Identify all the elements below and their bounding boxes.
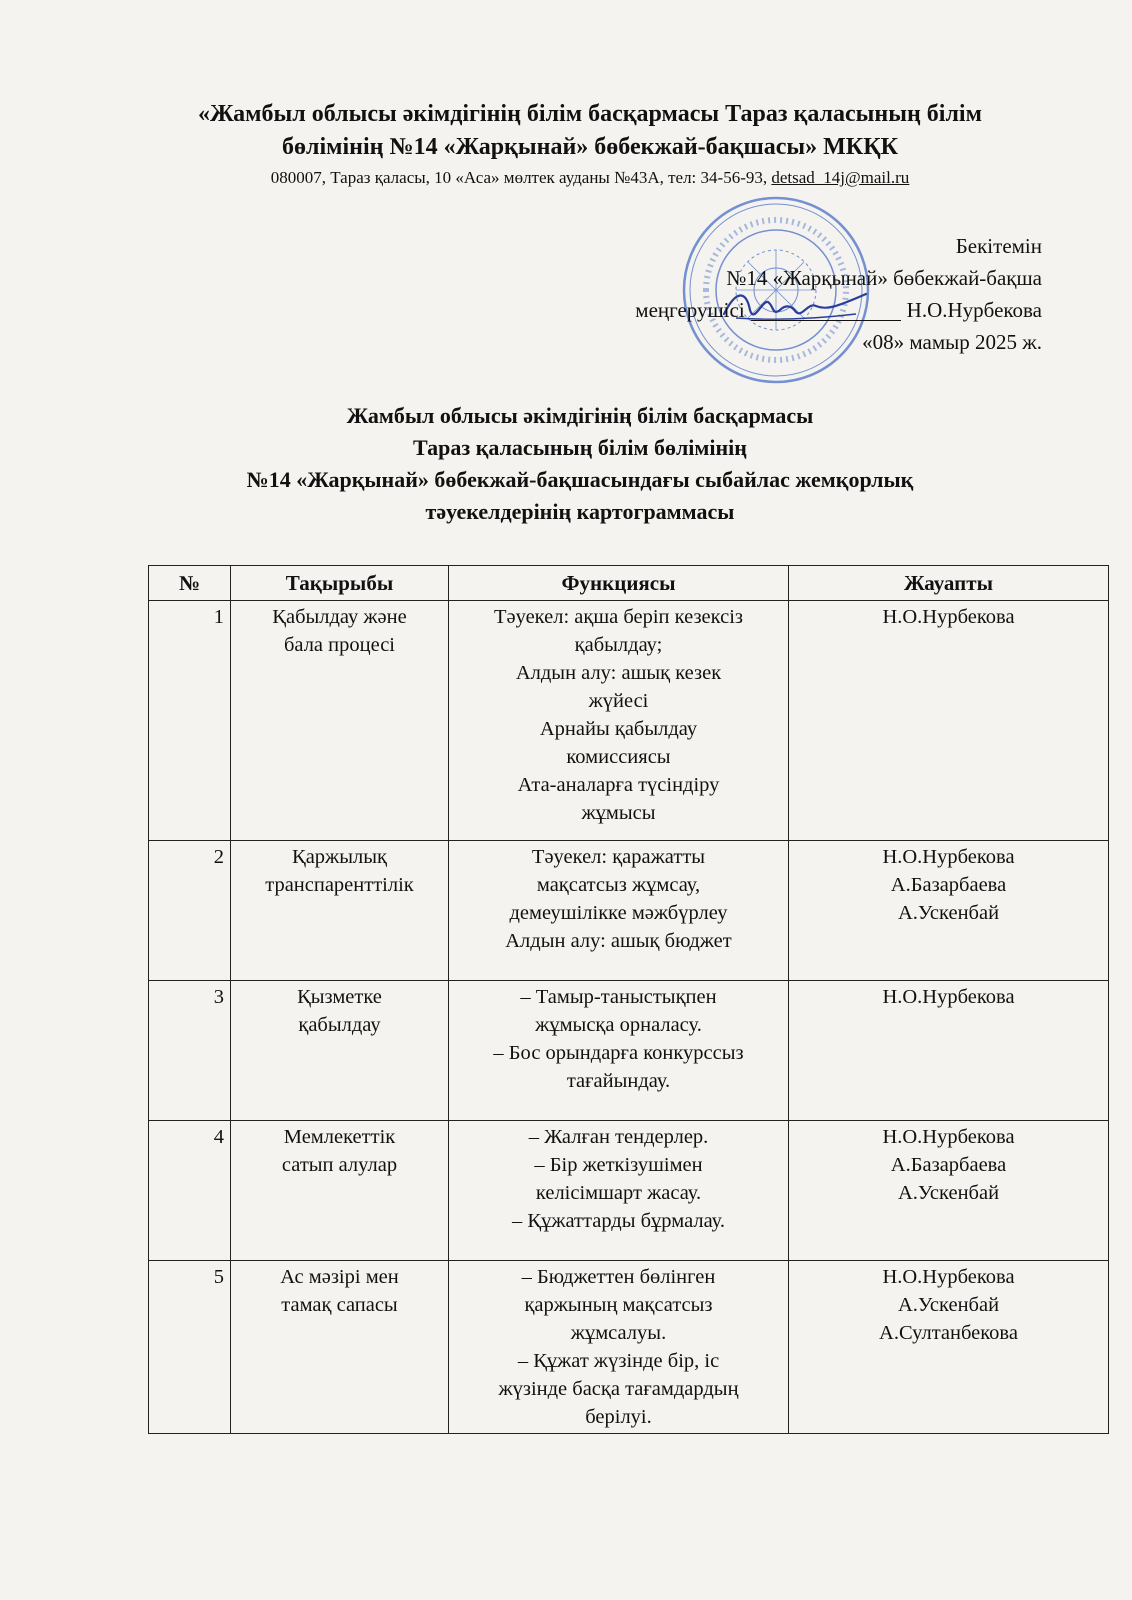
row-topic-line: Қабылдау және bbox=[272, 606, 407, 628]
row-function-line: комиссиясы bbox=[566, 746, 671, 768]
table-row bbox=[149, 601, 1109, 841]
row-function bbox=[449, 841, 789, 981]
row-function-line: жұмысы bbox=[581, 802, 656, 824]
title-line3: №14 «Жарқынай» бөбекжай-бақшасындағы сыбайлас жемқорлық bbox=[246, 467, 914, 492]
row-topic-line: транспаренттілік bbox=[265, 874, 414, 896]
row-topic bbox=[231, 601, 449, 841]
row-function-line: жүзінде басқа тағамдардың bbox=[498, 1378, 739, 1400]
row-responsible bbox=[789, 981, 1109, 1121]
row-function-line: – Бір жеткізушімен bbox=[534, 1154, 703, 1176]
row-responsible-line: А.Базарбаева bbox=[890, 874, 1007, 896]
org-name-line2: бөлімінің №14 «Жарқынай» бөбекжай-бақшасы» МКҚК bbox=[281, 134, 899, 160]
row-function-line: берілуі. bbox=[585, 1406, 652, 1428]
table-header-row bbox=[149, 566, 1109, 601]
approval-organization: №14 «Жарқынай» бөбекжай-бақша bbox=[726, 266, 1042, 290]
row-responsible bbox=[789, 1261, 1109, 1434]
title-line1: Жамбыл облысы әкімдігінің білім басқармасы bbox=[346, 403, 814, 428]
column-header-topic: Тақырыбы bbox=[231, 566, 449, 601]
org-name-line1: «Жамбыл облысы әкімдігінің білім басқармасы Тараз қаласының білім bbox=[198, 101, 982, 127]
row-topic-line: қабылдау bbox=[298, 1014, 381, 1036]
table-row bbox=[149, 1261, 1109, 1434]
row-function-line: келісімшарт жасау. bbox=[535, 1182, 702, 1204]
row-topic-line: сатып алулар bbox=[281, 1154, 398, 1176]
row-responsible-line: А.Султанбекова bbox=[879, 1322, 1018, 1344]
row-function bbox=[449, 1261, 789, 1434]
row-function-line: жұмсалуы. bbox=[570, 1322, 667, 1344]
approval-block bbox=[635, 230, 1042, 358]
address-line bbox=[120, 166, 1060, 190]
row-responsible-line: Н.О.Нурбекова bbox=[882, 846, 1015, 868]
row-responsible-line: А.Ускенбай bbox=[897, 1182, 1000, 1204]
signature-line bbox=[751, 320, 901, 321]
row-responsible-line: Н.О.Нурбекова bbox=[882, 606, 1015, 628]
row-topic-line: Ас мәзірі мен bbox=[280, 1266, 399, 1288]
table-body bbox=[149, 601, 1109, 1434]
row-function bbox=[449, 981, 789, 1121]
row-function-line: қаржының мақсатсыз bbox=[524, 1294, 713, 1316]
row-topic-line: тамақ сапасы bbox=[281, 1294, 398, 1316]
row-topic bbox=[231, 981, 449, 1121]
row-function-line: Арнайы қабылдау bbox=[539, 718, 698, 740]
title-line2: Тараз қаласының білім бөлімінің bbox=[413, 435, 747, 460]
table-row bbox=[149, 1121, 1109, 1261]
row-function-line: Ата-аналарға түсіндіру bbox=[517, 774, 720, 796]
row-responsible bbox=[789, 841, 1109, 981]
table-row bbox=[149, 981, 1109, 1121]
row-responsible-line: Н.О.Нурбекова bbox=[882, 1266, 1015, 1288]
row-responsible-line: Н.О.Нурбекова bbox=[882, 986, 1015, 1008]
row-responsible-line: А.Ускенбай bbox=[897, 902, 1000, 924]
row-function-line: – Құжат жүзінде бір, іс bbox=[517, 1350, 720, 1372]
row-function-line: – Жалған тендерлер. bbox=[528, 1126, 709, 1148]
row-function-line: Алдын алу: ашық бюджет bbox=[505, 930, 732, 952]
row-number: 1 bbox=[149, 601, 231, 841]
approval-heading: Бекітемін bbox=[955, 234, 1042, 258]
row-function-line: – Тамыр-таныстықпен bbox=[520, 986, 717, 1008]
row-topic bbox=[231, 1121, 449, 1261]
row-function-line: мақсатсыз жұмсау, bbox=[536, 874, 701, 896]
address-text: 080007, Тараз қаласы, 10 «Аса» мөлтек ауданы №43А, тел: 34-56-93, bbox=[270, 168, 768, 187]
row-responsible-line: А.Ускенбай bbox=[897, 1294, 1000, 1316]
row-function-line: – Бос орындарға конкурссыз bbox=[493, 1042, 744, 1064]
letterhead bbox=[120, 98, 1060, 190]
row-topic bbox=[231, 841, 449, 981]
row-function bbox=[449, 1121, 789, 1261]
row-topic-line: бала процесі bbox=[283, 634, 395, 656]
row-function-line: Алдын алу: ашық кезек bbox=[515, 662, 722, 684]
approval-name: Н.О.Нурбекова bbox=[906, 298, 1042, 322]
document-title bbox=[140, 400, 1020, 528]
row-number: 3 bbox=[149, 981, 231, 1121]
row-function bbox=[449, 601, 789, 841]
row-topic-line: Қаржылық bbox=[292, 846, 387, 868]
row-function-line: жүйесі bbox=[588, 690, 649, 712]
approval-position: меңгерушісі bbox=[635, 298, 745, 322]
row-responsible-line: Н.О.Нурбекова bbox=[882, 1126, 1015, 1148]
row-responsible bbox=[789, 601, 1109, 841]
row-function-line: тағайындау. bbox=[566, 1070, 671, 1092]
row-topic-line: Мемлекеттік bbox=[283, 1126, 396, 1148]
email-link[interactable]: detsad_14j@mail.ru bbox=[771, 168, 910, 187]
row-function-line: қабылдау; bbox=[574, 634, 663, 656]
row-function-line: – Құжаттарды бұрмалау. bbox=[512, 1210, 725, 1232]
table-row bbox=[149, 841, 1109, 981]
column-header-number: № bbox=[149, 566, 231, 601]
row-number: 4 bbox=[149, 1121, 231, 1261]
column-header-function: Функциясы bbox=[449, 566, 789, 601]
row-function-line: жұмысқа орналасу. bbox=[535, 1014, 702, 1036]
row-function-line: – Бюджеттен бөлінген bbox=[521, 1266, 716, 1288]
row-topic bbox=[231, 1261, 449, 1434]
row-responsible-line: А.Базарбаева bbox=[890, 1154, 1007, 1176]
row-responsible bbox=[789, 1121, 1109, 1261]
approval-signatory bbox=[635, 294, 1042, 326]
column-header-responsible: Жауапты bbox=[789, 566, 1109, 601]
row-function-line: Тәуекел: қаражатты bbox=[531, 846, 706, 868]
row-number: 5 bbox=[149, 1261, 231, 1434]
approval-date: «08» мамыр 2025 ж. bbox=[862, 330, 1042, 354]
row-number: 2 bbox=[149, 841, 231, 981]
row-function-line: демеушілікке мәжбүрлеу bbox=[509, 902, 728, 924]
title-line4: тәуекелдерінің картограммасы bbox=[425, 499, 735, 524]
row-function-line: Тәуекел: ақша беріп кезексіз bbox=[493, 606, 743, 628]
risk-table bbox=[148, 565, 1109, 1434]
row-topic-line: Қызметке bbox=[297, 986, 382, 1008]
